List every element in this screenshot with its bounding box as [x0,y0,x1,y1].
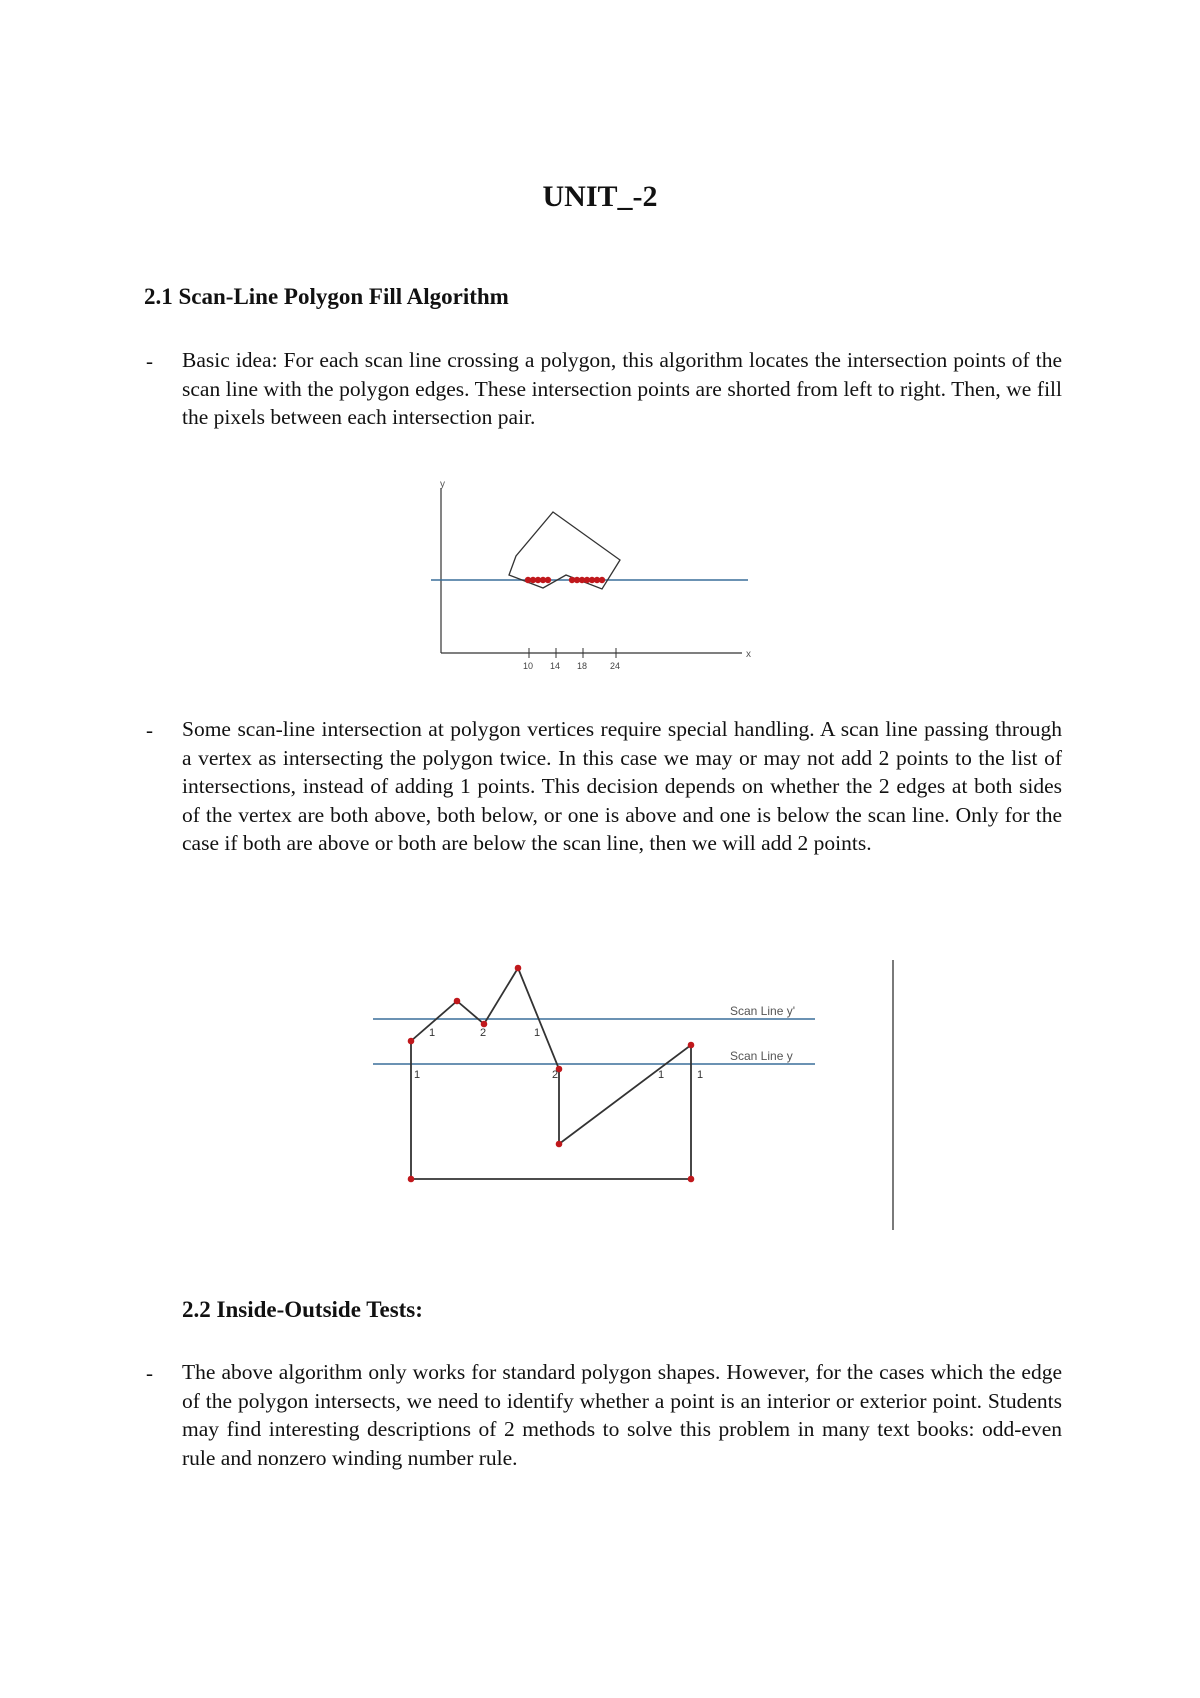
bullet-marker: - [146,1361,153,1385]
intersection-point [545,577,551,583]
vertex-point [408,1176,415,1183]
tick-label-10: 10 [523,661,534,671]
intersection-count: 1 [658,1069,665,1081]
section-heading-2-2: 2.2 Inside-Outside Tests: [182,1297,423,1322]
paragraph-vertex-handling: Some scan-line intersection at polygon vertices require special handling. A scan line passing through a vertex as intersecting the polygon twice. In this case we may or may not add 2 points to the list of intersections, instead of adding 1 points. This decision depends on whether the 2 edges at both sides of the vertex are both above, both below, or one is above and one is below the scan line. Only for the case if both are above or both are below the scan line, then we will add 2 points. [182,717,1062,855]
page-title: UNIT_-2 [542,180,658,213]
vertex-point [454,998,461,1005]
concave-polygon [411,968,691,1179]
intersection-count: 2 [480,1027,487,1039]
paragraph-basic-idea: Basic idea: For each scan line crossing a polygon, this algorithm locates the intersection points of the scan line with the polygon edges. These intersection points are shorted from left to right. Then, we fill the pixels between each intersection pair. [182,348,1062,429]
intersection-point [599,577,605,583]
vertex-point [515,965,522,972]
scanline-fill-figure [420,460,800,680]
polygon-vertices [408,965,695,1183]
vertex-intersection-figure [360,960,920,1240]
paragraph-inside-outside: The above algorithm only works for standard polygon shapes. However, for the cases which the edge of the polygon intersects, we need to identify whether a point is an interior or exterior point. Students may find interesting descriptions of 2 methods to solve this problem in many text books: odd-even rule and nonzero winding number rule. [182,1360,1062,1470]
x-axis-label: x [746,649,751,660]
vertex-point [688,1042,695,1049]
intersection-count: 1 [697,1069,704,1081]
tick-label-14: 14 [550,661,561,671]
intersection-count: 1 [414,1069,421,1081]
intersection-count: 1 [534,1027,541,1039]
intersection-count: 1 [429,1027,436,1039]
y-axis-label: y [440,479,445,490]
tick-label-24: 24 [610,661,621,671]
bullet-marker: - [146,349,153,373]
section-heading-2-1: 2.1 Scan-Line Polygon Fill Algorithm [144,284,509,309]
vertex-point [688,1176,695,1183]
vertex-point [408,1038,415,1045]
tick-label-18: 18 [577,661,588,671]
vertex-point [556,1141,563,1148]
intersection-count: 2 [552,1069,559,1081]
scan-line-y-prime-label: Scan Line y' [730,1004,795,1018]
scan-line-y-label: Scan Line y [730,1049,793,1063]
bullet-marker: - [146,718,153,742]
